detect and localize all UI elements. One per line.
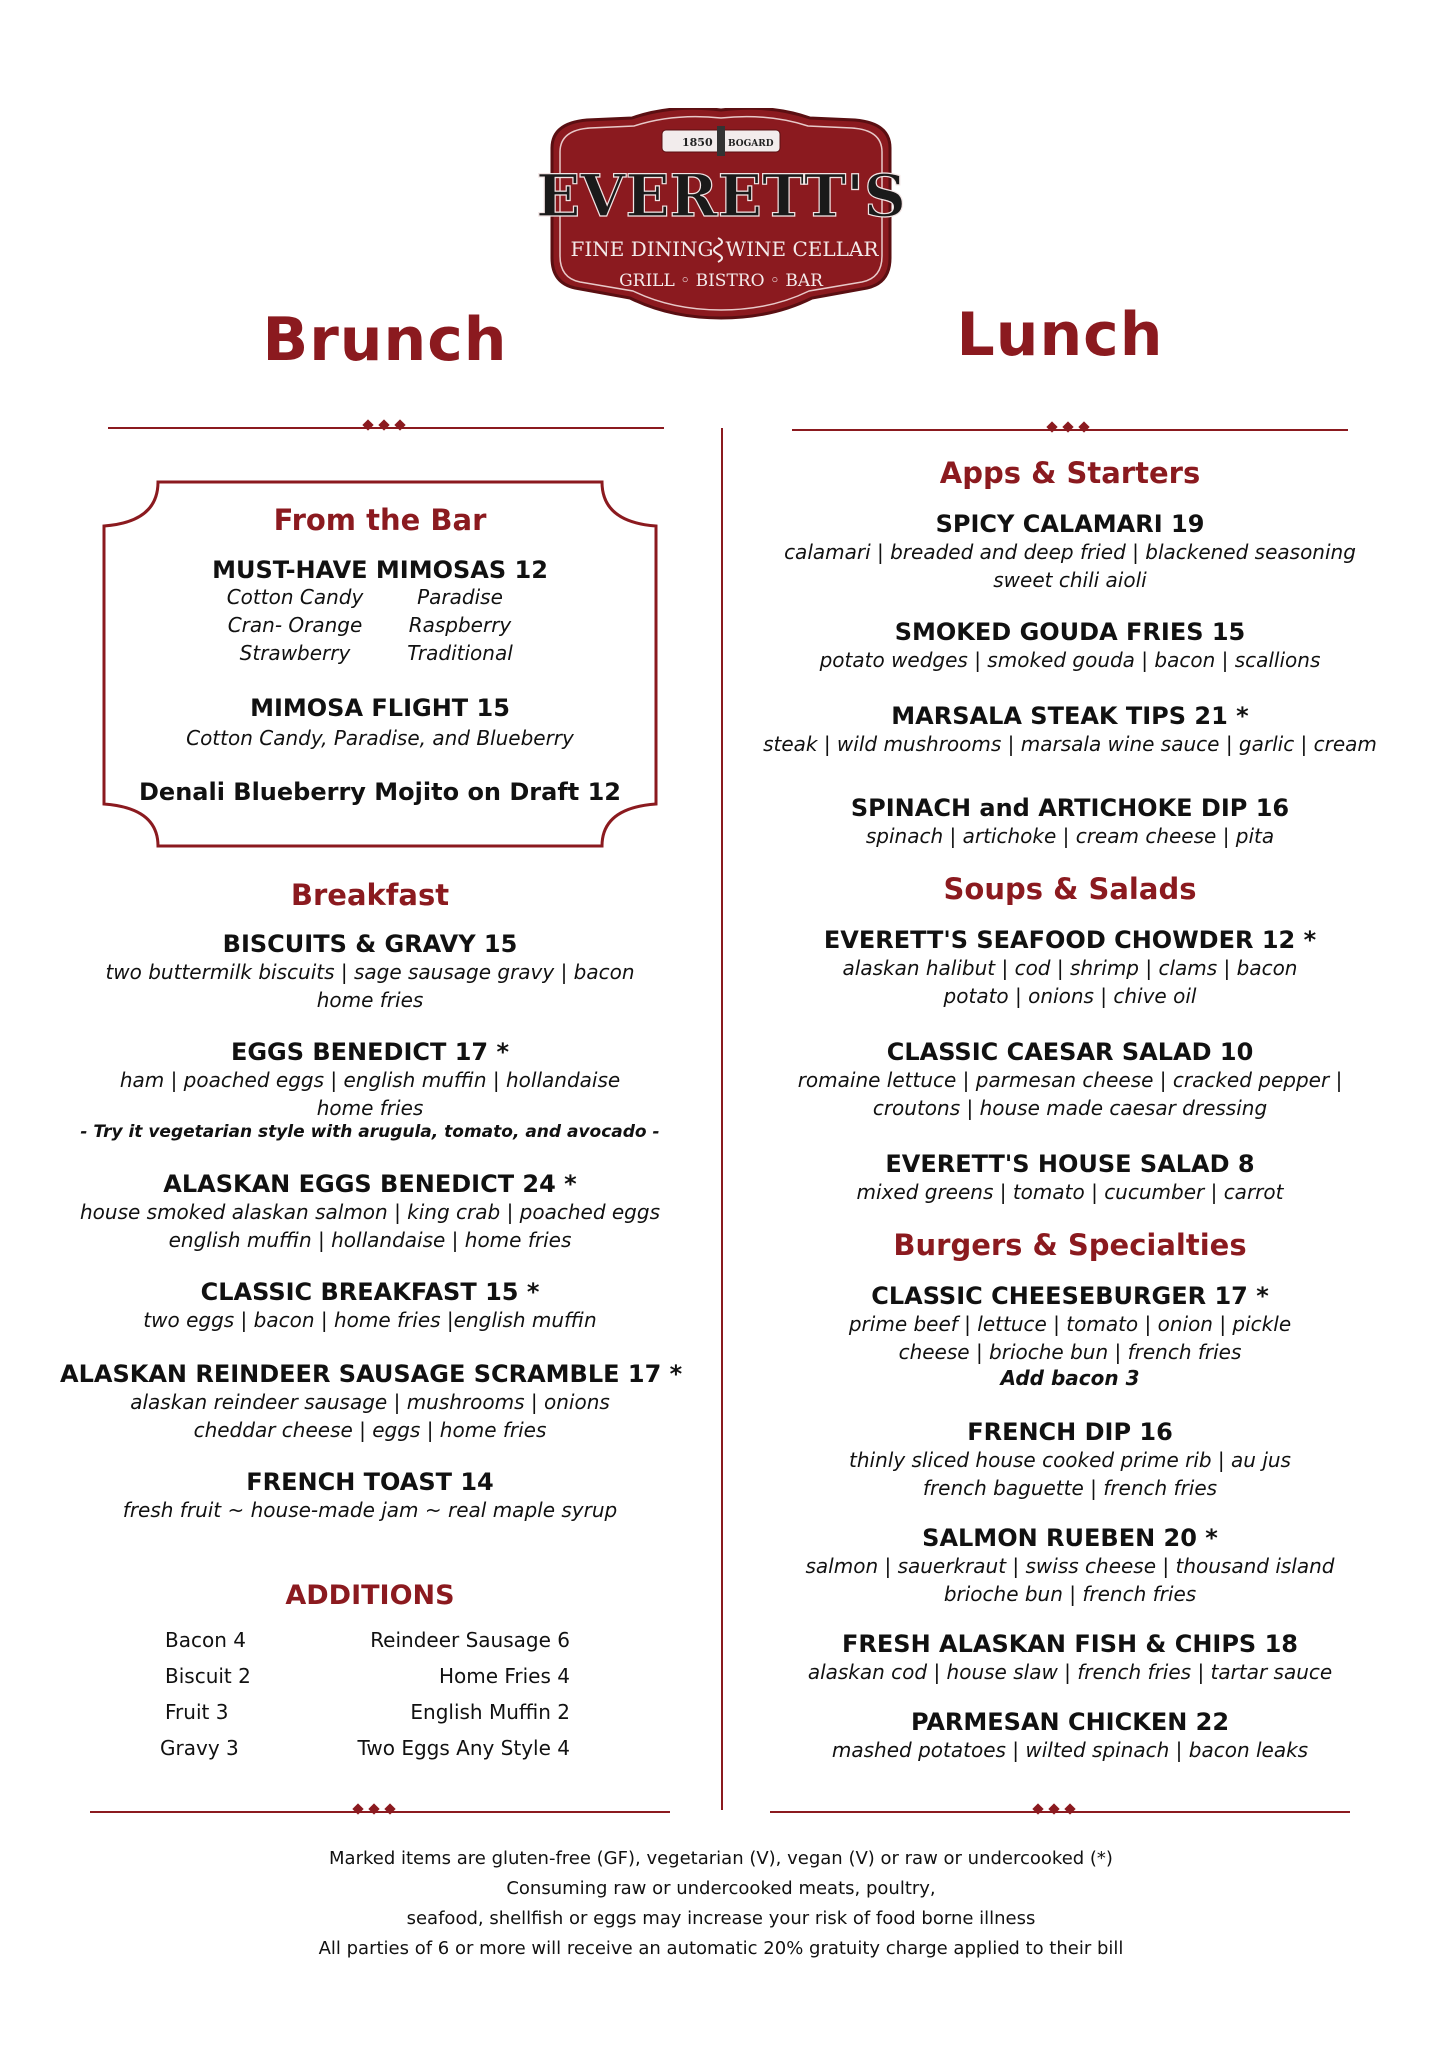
item-name: FRENCH TOAST 14 — [246, 1468, 494, 1496]
lunch-top-divider — [792, 420, 1348, 440]
brunch-top-divider — [108, 418, 664, 438]
item-desc: spinach | artichoke | cream cheese | pita — [865, 824, 1275, 848]
item-desc: mixed greens | tomato | cucumber | carrot — [856, 1180, 1284, 1204]
item-desc: romaine lettuce | parmesan cheese | cracked pepper | — [797, 1068, 1343, 1092]
footer-line: Consuming raw or undercooked meats, poultry, — [506, 1878, 936, 1899]
item-name: EVERETT'S SEAFOOD CHOWDER 12 * — [823, 926, 1317, 954]
item-name: ALASKAN EGGS BENEDICT 24 * — [163, 1170, 577, 1198]
mimosa-flavor: Raspberry — [408, 613, 512, 637]
menu-item — [740, 1418, 1400, 1502]
mimosa-flight-name: MIMOSA FLIGHT 15 — [250, 694, 510, 722]
addition-item: Fruit 3 — [165, 1700, 229, 1724]
item-desc: fresh fruit ~ house-made jam ~ real maple syrup — [122, 1498, 618, 1522]
brunch-title: Brunch — [262, 305, 508, 375]
item-desc: brioche bun | french fries — [943, 1582, 1197, 1606]
item-name: SPICY CALAMARI 19 — [935, 510, 1205, 538]
brunch-bottom-divider — [90, 1802, 670, 1822]
menu-item — [740, 510, 1400, 594]
item-name: CLASSIC CHEESEBURGER 17 * — [871, 1282, 1269, 1310]
item-desc: house smoked alaskan salmon | king crab | poached eggs — [79, 1200, 660, 1224]
menu-item — [740, 926, 1400, 1010]
item-name: SPINACH and ARTICHOKE DIP 16 — [850, 794, 1290, 822]
lunch-bottom-divider — [770, 1802, 1350, 1822]
logo-place: BOGARD — [728, 139, 774, 149]
item-name: PARMESAN CHICKEN 22 — [910, 1708, 1230, 1736]
item-name: BISCUITS & GRAVY 15 — [222, 930, 518, 958]
item-desc: alaskan reindeer sausage | mushrooms | onions — [130, 1390, 610, 1414]
item-desc: potato | onions | chive oil — [943, 984, 1197, 1008]
mimosa-flavor: Cotton Candy — [226, 585, 364, 609]
item-desc: home fries — [316, 1096, 424, 1120]
item-name: EVERETT'S HOUSE SALAD 8 — [885, 1150, 1255, 1178]
item-name: MARSALA STEAK TIPS 21 * — [891, 702, 1249, 730]
item-desc: two eggs | bacon | home fries |english muffin — [143, 1308, 597, 1332]
item-desc: alaskan halibut | cod | shrimp | clams | bacon — [842, 956, 1298, 980]
item-name: ALASKAN REINDEER SAUSAGE SCRAMBLE 17 * — [60, 1360, 683, 1388]
item-name: CLASSIC BREAKFAST 15 * — [200, 1278, 540, 1306]
item-desc: alaskan cod | house slaw | french fries | tartar sauce — [807, 1660, 1333, 1684]
menu-item — [740, 1524, 1400, 1608]
item-desc: home fries — [316, 988, 424, 1012]
item-desc: cheddar cheese | eggs | home fries — [193, 1418, 547, 1442]
logo-year: 1850 — [682, 136, 713, 149]
footer-line: seafood, shellfish or eggs may increase your risk of food borne illness — [406, 1908, 1036, 1929]
mimosa-flavors-left — [220, 583, 370, 667]
item-desc: two buttermilk biscuits | sage sausage gravy | bacon — [105, 960, 635, 984]
additions-heading: ADDITIONS — [285, 1580, 455, 1611]
addition-item: Gravy 3 — [160, 1736, 239, 1760]
mimosa-flight-desc: Cotton Candy, Paradise, and Blueberry — [186, 726, 574, 750]
item-desc: french baguette | french fries — [922, 1476, 1218, 1500]
mimosa-flavor: Paradise — [417, 585, 503, 609]
item-desc: mashed potatoes | wilted spinach | bacon leaks — [831, 1738, 1309, 1762]
logo-name: EVERETT'S — [536, 162, 906, 230]
item-name: SALMON RUEBEN 20 * — [922, 1524, 1218, 1552]
item-name: SMOKED GOUDA FRIES 15 — [894, 618, 1246, 646]
addition-item: Two Eggs Any Style 4 — [357, 1736, 570, 1760]
item-desc: prime beef | lettuce | tomato | onion | pickle — [848, 1312, 1292, 1336]
column-divider — [721, 428, 723, 1810]
mimosa-flavors-right — [385, 583, 535, 667]
item-desc: croutons | house made caesar dressing — [872, 1096, 1268, 1120]
item-name: FRENCH DIP 16 — [967, 1418, 1173, 1446]
addition-item: Biscuit 2 — [165, 1664, 251, 1688]
menu-item — [740, 1630, 1400, 1686]
item-desc: sweet chili aioli — [993, 568, 1147, 592]
item-name: FRESH ALASKAN FISH & CHIPS 18 — [842, 1630, 1298, 1658]
menu-item — [60, 1278, 680, 1334]
burgers-heading: Burgers & Specialties — [893, 1228, 1247, 1262]
item-desc: thinly sliced house cooked prime rib | au jus — [849, 1448, 1291, 1472]
footer-line: All parties of 6 or more will receive an automatic 20% gratuity charge applied to their bill — [318, 1938, 1124, 1959]
footer-line: Marked items are gluten-free (GF), vegetarian (V), vegan (V) or raw or undercooked (*) — [329, 1848, 1113, 1869]
item-desc: ham | poached eggs | english muffin | hollandaise — [119, 1068, 621, 1092]
item-name: CLASSIC CAESAR SALAD 10 — [886, 1038, 1254, 1066]
mojito-name: Denali Blueberry Mojito on Draft 12 — [139, 778, 621, 806]
menu-item — [740, 1282, 1400, 1390]
addition-item: Bacon 4 — [165, 1628, 246, 1652]
logo-tagline-right: WINE CELLAR — [725, 237, 879, 261]
addition-item: Home Fries 4 — [438, 1664, 570, 1688]
menu-item — [60, 1468, 680, 1524]
addition-item: Reindeer Sausage 6 — [370, 1628, 570, 1652]
menu-item — [740, 1038, 1400, 1122]
item-extra: Add bacon 3 — [1000, 1366, 1140, 1390]
item-desc: calamari | breaded and deep fried | blackened seasoning — [784, 540, 1356, 564]
lunch-title: Lunch — [956, 300, 1164, 370]
item-desc: potato wedges | smoked gouda | bacon | scallions — [819, 648, 1321, 672]
item-note: - Try it vegetarian style with arugula, tomato, and avocado - — [80, 1122, 660, 1142]
logo-tagline-left: FINE DINING — [570, 237, 714, 261]
addition-item: English Muffin 2 — [410, 1700, 570, 1724]
logo-subline: GRILL ◦ BISTRO ◦ BAR — [619, 271, 823, 291]
menu-item — [740, 1150, 1400, 1206]
item-desc: salmon | sauerkraut | swiss cheese | thousand island — [805, 1554, 1335, 1578]
apps-heading: Apps & Starters — [939, 456, 1201, 490]
item-name: EGGS BENEDICT 17 * — [230, 1038, 510, 1066]
mimosa-flavor: Strawberry — [239, 641, 351, 665]
breakfast-heading: Breakfast — [290, 878, 450, 912]
menu-item — [730, 702, 1410, 758]
menu-item — [60, 1170, 680, 1254]
everetts-logo — [532, 108, 910, 320]
item-desc: cheese | brioche bun | french fries — [898, 1340, 1242, 1364]
mimosa-flavor: Cran- Orange — [227, 613, 363, 637]
soups-heading: Soups & Salads — [943, 872, 1197, 906]
menu-item — [740, 794, 1400, 850]
menu-item — [60, 1038, 680, 1142]
mimosa-flavor: Traditional — [407, 641, 513, 665]
from-the-bar-heading: From the Bar — [273, 503, 487, 537]
mimosas-name: MUST-HAVE MIMOSAS 12 — [212, 556, 548, 584]
menu-item — [60, 1360, 683, 1444]
menu-item — [740, 1708, 1400, 1764]
item-desc: steak | wild mushrooms | marsala wine sauce | garlic | cream — [763, 732, 1377, 756]
menu-item — [740, 618, 1400, 674]
item-desc: english muffin | hollandaise | home fries — [168, 1228, 572, 1252]
menu-item — [60, 930, 680, 1014]
